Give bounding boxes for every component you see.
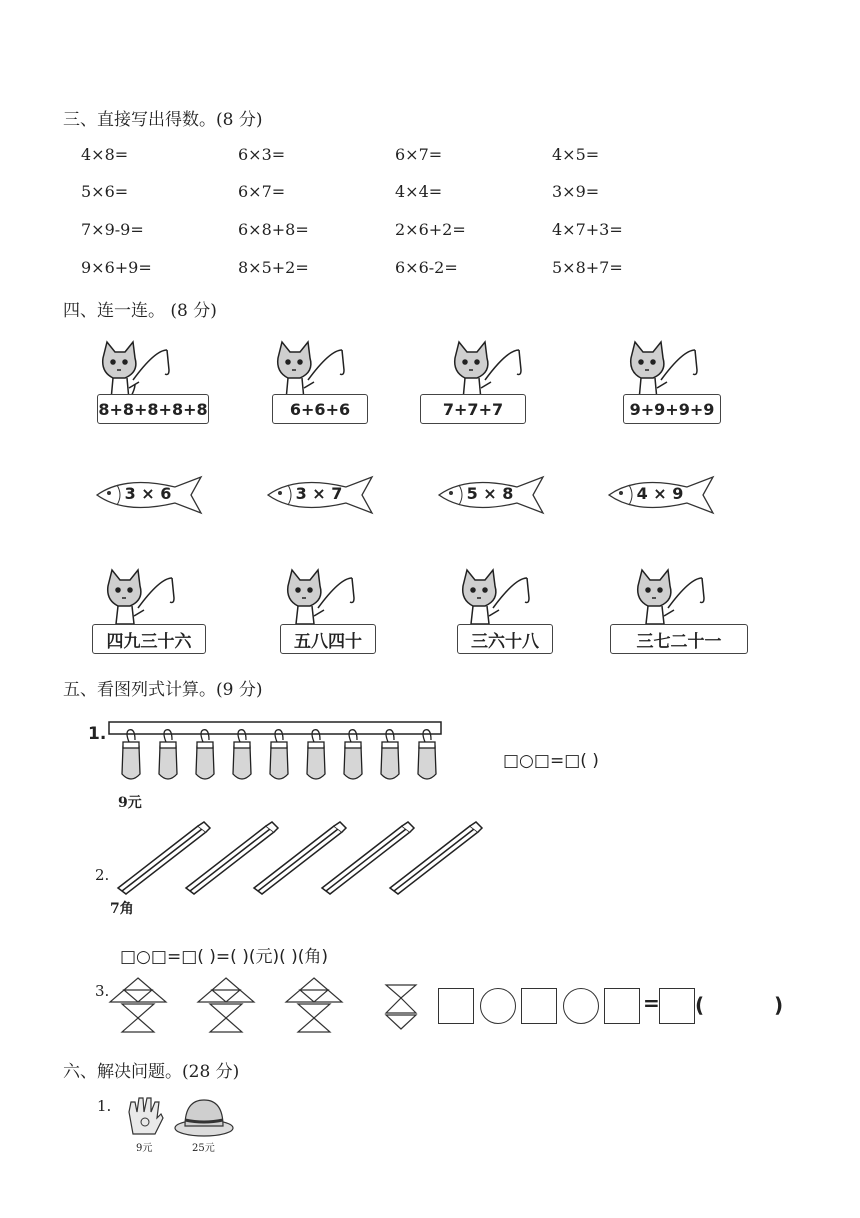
expression: 5×6= <box>81 182 129 201</box>
section-4-title: 四、连一连。 (8 分) <box>63 301 217 321</box>
fish-card[interactable] <box>607 475 717 515</box>
sock-item <box>233 730 251 779</box>
cat-card[interactable] <box>270 340 390 432</box>
question-number: 2. <box>95 866 110 884</box>
cat-label: 9+9+9+9 <box>623 394 721 424</box>
expression: 6×8+8= <box>238 220 309 239</box>
equals-sign: = <box>643 991 660 1015</box>
cat-label: 三七二十一 <box>610 624 748 654</box>
expression: 3×9= <box>552 182 600 201</box>
stacked-triangles-icon <box>384 983 418 1033</box>
answer-box[interactable] <box>438 988 474 1024</box>
fish-label: 3 × 6 <box>124 484 172 503</box>
section-5-title: 五、看图列式计算。(9 分) <box>63 680 263 700</box>
operator-circle[interactable] <box>563 988 599 1024</box>
fish-label: 3 × 7 <box>295 484 343 503</box>
fish-card[interactable] <box>95 475 205 515</box>
cat-label: 四九三十六 <box>92 624 206 654</box>
expression: 5×8+7= <box>552 258 623 277</box>
expression: 6×3= <box>238 145 286 164</box>
cat-card[interactable] <box>280 568 400 660</box>
expression: 9×6+9= <box>81 258 152 277</box>
price-label: 7角 <box>110 901 134 917</box>
answer-blank[interactable]: □○□=□( )=( )(元)( )(角) <box>120 947 329 967</box>
sock-item <box>122 730 140 779</box>
hat-icon <box>173 1094 235 1138</box>
fish-card[interactable] <box>266 475 376 515</box>
price-label: 9元 <box>118 795 142 811</box>
operator-circle[interactable] <box>480 988 516 1024</box>
hanging-socks-icon <box>105 720 445 792</box>
section-3-title: 三、直接写出得数。(8 分) <box>63 110 263 130</box>
expression: 4×7+3= <box>552 220 623 239</box>
answer-box[interactable] <box>521 988 557 1024</box>
expression: 2×6+2= <box>395 220 466 239</box>
cat-label: 7+7+7 <box>420 394 526 424</box>
expression: 6×7= <box>238 182 286 201</box>
cat-card[interactable] <box>455 568 575 660</box>
expression: 6×6-2= <box>395 258 458 277</box>
cat-card[interactable] <box>630 568 750 660</box>
sock-item <box>418 730 436 779</box>
cat-label: 五八四十 <box>280 624 376 654</box>
price-label: 9元 <box>136 1143 153 1154</box>
cat-label: 8+8+8+8+8 <box>97 394 209 424</box>
fish-label: 4 × 9 <box>636 484 684 503</box>
paren-close: ) <box>774 993 784 1017</box>
fish-label: 5 × 8 <box>466 484 514 503</box>
expression: 4×8= <box>81 145 129 164</box>
sock-item <box>196 730 214 779</box>
cat-card[interactable] <box>95 340 215 432</box>
sock-item <box>381 730 399 779</box>
question-number: 3. <box>95 982 110 1000</box>
fish-card[interactable] <box>437 475 547 515</box>
cat-card[interactable] <box>623 340 743 432</box>
expression: 8×5+2= <box>238 258 309 277</box>
sock-item <box>307 730 325 779</box>
sock-item <box>270 730 288 779</box>
section-6-title: 六、解决问题。(28 分) <box>63 1062 240 1082</box>
triangle-figure-icon <box>108 976 368 1036</box>
paren-open: ( <box>695 993 705 1017</box>
price-label: 25元 <box>192 1143 215 1154</box>
question-number: 1. <box>88 724 107 744</box>
cat-card[interactable] <box>442 340 567 432</box>
sock-item <box>159 730 177 779</box>
expression: 4×5= <box>552 145 600 164</box>
sock-item <box>344 730 362 779</box>
question-number: 1. <box>97 1097 112 1115</box>
answer-blank[interactable]: □○□=□( ) <box>503 751 599 771</box>
answer-box[interactable] <box>604 988 640 1024</box>
cat-label: 三六十八 <box>457 624 553 654</box>
cat-label: 6+6+6 <box>272 394 368 424</box>
expression: 7×9-9= <box>81 220 144 239</box>
expression: 4×4= <box>395 182 443 201</box>
answer-box[interactable] <box>659 988 695 1024</box>
expression: 6×7= <box>395 145 443 164</box>
glove-icon <box>123 1094 167 1138</box>
pencil-icon <box>112 820 482 898</box>
cat-card[interactable] <box>100 568 220 660</box>
